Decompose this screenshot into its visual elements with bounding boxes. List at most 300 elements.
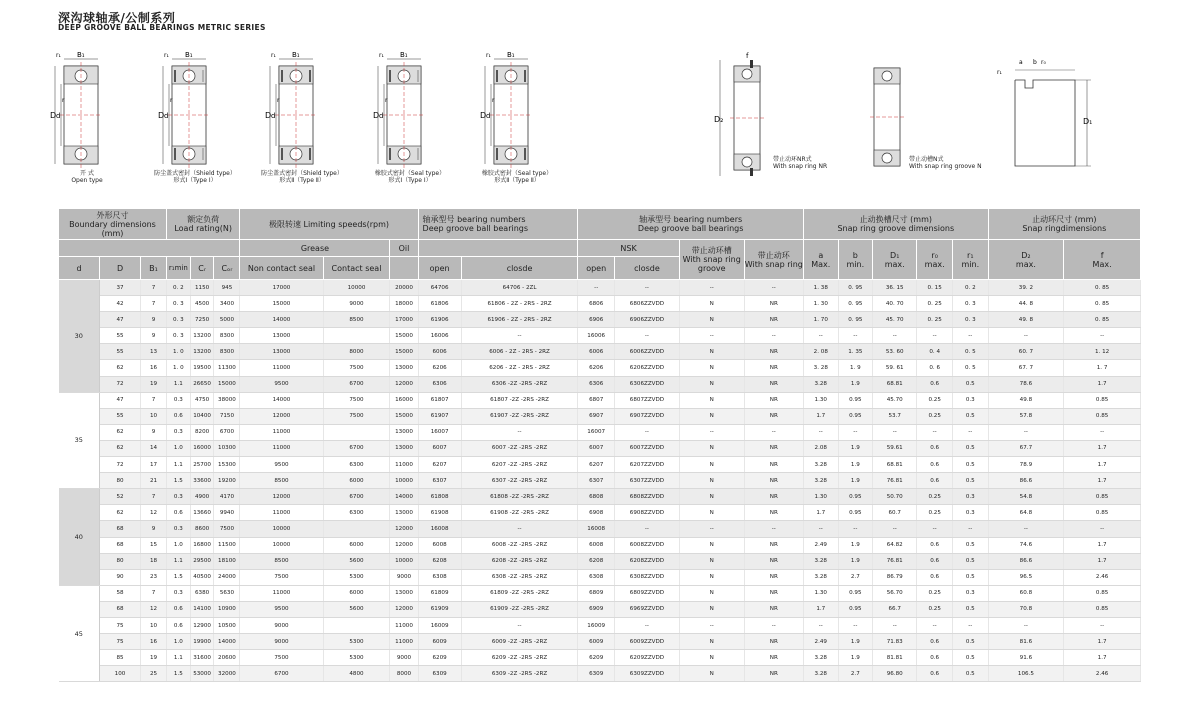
table-cell: 0.5 bbox=[952, 650, 988, 666]
table-cell: 2. 08 bbox=[804, 344, 839, 360]
table-cell: 8300 bbox=[214, 344, 240, 360]
table-cell: 62 bbox=[100, 424, 141, 440]
table-cell: 0. 3 bbox=[166, 312, 190, 328]
table-cell: 1.0 bbox=[166, 634, 190, 650]
bearing-section-drawing bbox=[480, 50, 560, 180]
table-cell: 6308ZZVDD bbox=[615, 569, 680, 585]
table-cell: 16800 bbox=[190, 537, 214, 553]
table-cell: 10 bbox=[141, 617, 167, 633]
table-cell: 0.5 bbox=[952, 601, 988, 617]
table-cell: 67. 7 bbox=[988, 360, 1064, 376]
table-cell: -- bbox=[804, 521, 839, 537]
label-r: r bbox=[277, 97, 280, 104]
table-cell: 5300 bbox=[323, 634, 390, 650]
table-cell: 6906 bbox=[578, 312, 615, 328]
table-cell: 1.1 bbox=[166, 553, 190, 569]
col-open-header: open bbox=[418, 257, 461, 280]
table-row bbox=[59, 569, 1141, 585]
table-cell: 14000 bbox=[240, 392, 323, 408]
table-cell: 6307 bbox=[418, 473, 461, 489]
table-cell: 16 bbox=[141, 634, 167, 650]
table-cell: 32000 bbox=[214, 666, 240, 682]
table-cell: NR bbox=[744, 585, 803, 601]
table-cell: 71.83 bbox=[873, 634, 917, 650]
table-cell: 64.8 bbox=[988, 505, 1064, 521]
col-Cr-header: Cᵣ bbox=[190, 257, 214, 280]
bore-d-cell: 40 bbox=[59, 489, 100, 586]
table-cell: 0.3 bbox=[952, 392, 988, 408]
table-cell: 3.28 bbox=[804, 569, 839, 585]
table-cell: 3400 bbox=[214, 296, 240, 312]
table-cell: 0.25 bbox=[917, 489, 953, 505]
table-cell: 0. 25 bbox=[917, 312, 953, 328]
table-cell: 0. 85 bbox=[1064, 312, 1141, 328]
bore-d-cell: 30 bbox=[59, 280, 100, 393]
label-r: r bbox=[492, 97, 495, 104]
table-cell: 0. 25 bbox=[917, 296, 953, 312]
table-cell: 6208 bbox=[418, 553, 461, 569]
table-cell: 68 bbox=[100, 521, 141, 537]
table-row bbox=[59, 585, 1141, 601]
table-cell: 6300 bbox=[323, 505, 390, 521]
table-cell: 55 bbox=[100, 408, 141, 424]
table-cell: 14 bbox=[141, 440, 167, 456]
table-cell: 6206 - 2Z - 2RS - 2RZ bbox=[461, 360, 578, 376]
table-cell: 9000 bbox=[323, 296, 390, 312]
table-cell: 8600 bbox=[190, 521, 214, 537]
table-cell: 0. 6 bbox=[917, 360, 953, 376]
table-cell: N bbox=[679, 296, 744, 312]
table-cell: 1. 7 bbox=[1064, 360, 1141, 376]
table-cell: 44. 8 bbox=[988, 296, 1064, 312]
table-cell: 10000 bbox=[240, 537, 323, 553]
table-cell: 16006 bbox=[578, 328, 615, 344]
table-cell: 1.7 bbox=[804, 505, 839, 521]
table-cell: 6207 -2Z -2RS -2RZ bbox=[461, 457, 578, 473]
table-row bbox=[59, 537, 1141, 553]
table-cell: 60.7 bbox=[873, 505, 917, 521]
label-D: D bbox=[265, 111, 272, 120]
snap-groove-col-header: 带止动环槽 With snap ring groove bbox=[679, 240, 744, 280]
table-cell: -- bbox=[952, 521, 988, 537]
label-r1: r₁ bbox=[486, 52, 491, 59]
table-cell: 0.6 bbox=[917, 457, 953, 473]
table-cell: 61909 bbox=[418, 601, 461, 617]
table-cell: -- bbox=[988, 521, 1064, 537]
bearing-spec-table bbox=[58, 208, 1141, 682]
table-cell: 68 bbox=[100, 601, 141, 617]
table-cell: 0.95 bbox=[838, 489, 873, 505]
table-cell: 0.5 bbox=[952, 569, 988, 585]
table-cell: 16006 bbox=[418, 328, 461, 344]
table-cell: 13000 bbox=[390, 424, 418, 440]
table-cell: 14000 bbox=[214, 634, 240, 650]
table-cell: 0. 3 bbox=[952, 312, 988, 328]
label-B1: B₁ bbox=[77, 51, 85, 59]
col-contact-header: Contact seal bbox=[323, 257, 390, 280]
table-cell: 12000 bbox=[390, 601, 418, 617]
table-cell: 2.49 bbox=[804, 634, 839, 650]
table-cell: 0. 3 bbox=[952, 296, 988, 312]
table-cell: -- bbox=[578, 280, 615, 296]
table-cell: 78.6 bbox=[988, 376, 1064, 392]
table-cell: 62 bbox=[100, 440, 141, 456]
table-cell: 2.7 bbox=[838, 569, 873, 585]
table-cell: 1.30 bbox=[804, 489, 839, 505]
table-cell: 6206ZZVDD bbox=[615, 360, 680, 376]
table-cell: 38000 bbox=[214, 392, 240, 408]
table-cell: 6309 bbox=[418, 666, 461, 682]
table-cell: 8500 bbox=[240, 473, 323, 489]
table-cell: 1. 35 bbox=[838, 344, 873, 360]
table-cell: 61806 - 2Z - 2RS - 2RZ bbox=[461, 296, 578, 312]
table-cell: 24000 bbox=[214, 569, 240, 585]
table-cell: 19200 bbox=[214, 473, 240, 489]
table-cell: 3.28 bbox=[804, 666, 839, 682]
table-cell: -- bbox=[804, 617, 839, 633]
table-cell: 2.08 bbox=[804, 440, 839, 456]
table-cell: 0.85 bbox=[1064, 392, 1141, 408]
table-cell: 15000 bbox=[240, 296, 323, 312]
table-cell: 91.6 bbox=[988, 650, 1064, 666]
table-cell: 13000 bbox=[390, 585, 418, 601]
table-cell: 6207ZZVDD bbox=[615, 457, 680, 473]
table-cell: 90 bbox=[100, 569, 141, 585]
table-cell: 0. 3 bbox=[166, 328, 190, 344]
table-cell: 57.8 bbox=[988, 408, 1064, 424]
table-cell: 6208 -2Z -2RS -2RZ bbox=[461, 553, 578, 569]
table-cell: 0. 15 bbox=[917, 280, 953, 296]
table-cell: 0.25 bbox=[917, 505, 953, 521]
table-row bbox=[59, 553, 1141, 569]
table-cell: -- bbox=[461, 521, 578, 537]
table-cell: 4500 bbox=[190, 296, 214, 312]
label-r1: r₁ bbox=[164, 52, 169, 59]
table-cell: 64706 - 2ZL bbox=[461, 280, 578, 296]
label-d: d bbox=[379, 112, 384, 120]
table-cell: 7 bbox=[141, 296, 167, 312]
table-cell: 106.5 bbox=[988, 666, 1064, 682]
table-cell: 58 bbox=[100, 585, 141, 601]
table-cell: N bbox=[679, 392, 744, 408]
table-cell: 7250 bbox=[190, 312, 214, 328]
table-cell: 0.85 bbox=[1064, 408, 1141, 424]
table-cell: 33600 bbox=[190, 473, 214, 489]
table-row bbox=[59, 601, 1141, 617]
table-cell: NR bbox=[744, 489, 803, 505]
table-cell: 68.81 bbox=[873, 457, 917, 473]
nsk-header: NSK bbox=[578, 240, 679, 257]
col-noncontact-header: Non contact seal bbox=[240, 257, 323, 280]
table-cell: 11000 bbox=[390, 617, 418, 633]
table-cell: -- bbox=[952, 424, 988, 440]
oil-header: Oil bbox=[390, 240, 418, 257]
table-cell: 0.25 bbox=[917, 408, 953, 424]
table-cell: 15000 bbox=[214, 376, 240, 392]
table-cell: 6207 bbox=[578, 457, 615, 473]
table-cell: 6806ZZVDD bbox=[615, 296, 680, 312]
diagram-caption: 橡胶式密封（Seal type） 形式Ⅱ（Type Ⅱ） bbox=[481, 170, 553, 184]
table-cell: 14000 bbox=[390, 489, 418, 505]
table-cell: 0.85 bbox=[1064, 489, 1141, 505]
col-Cor-header: Cₒᵣ bbox=[214, 257, 240, 280]
table-cell: 68.81 bbox=[873, 376, 917, 392]
table-cell: 1150 bbox=[190, 280, 214, 296]
table-cell: 37 bbox=[100, 280, 141, 296]
table-cell: 6308 -2Z -2RS -2RZ bbox=[461, 569, 578, 585]
table-row bbox=[59, 521, 1141, 537]
table-cell: 6009 -2Z -2RS -2RZ bbox=[461, 634, 578, 650]
table-cell: 1.5 bbox=[166, 569, 190, 585]
table-cell: 25 bbox=[141, 666, 167, 682]
table-cell: 61907 bbox=[418, 408, 461, 424]
table-cell: NR bbox=[744, 344, 803, 360]
table-cell: NR bbox=[744, 505, 803, 521]
label-d: d bbox=[56, 112, 61, 120]
table-cell: -- bbox=[461, 617, 578, 633]
table-cell: N bbox=[679, 666, 744, 682]
table-cell: 0.6 bbox=[166, 617, 190, 633]
table-cell: NR bbox=[744, 537, 803, 553]
diagram-caption: 防尘盖式密封（Shield type） 形式Ⅰ（Type Ⅰ） bbox=[154, 170, 236, 184]
table-cell: 1.0 bbox=[166, 440, 190, 456]
table-cell: 14100 bbox=[190, 601, 214, 617]
table-cell: 1.9 bbox=[838, 376, 873, 392]
label-r: r bbox=[62, 97, 65, 104]
table-cell: 40500 bbox=[190, 569, 214, 585]
table-cell: 61907 -2Z -2RS -2RZ bbox=[461, 408, 578, 424]
table-row bbox=[59, 376, 1141, 392]
table-cell: 1. 0 bbox=[166, 360, 190, 376]
table-cell: 7150 bbox=[214, 408, 240, 424]
table-cell: 5000 bbox=[214, 312, 240, 328]
table-cell: -- bbox=[952, 328, 988, 344]
table-cell: 0.3 bbox=[952, 505, 988, 521]
table-cell: 0.95 bbox=[838, 392, 873, 408]
table-cell: 6008 bbox=[578, 537, 615, 553]
grease-header: Grease bbox=[240, 240, 390, 257]
table-cell: 0. 2 bbox=[166, 280, 190, 296]
table-cell: 6209ZZVDD bbox=[615, 650, 680, 666]
table-cell: 14000 bbox=[240, 312, 323, 328]
table-cell: -- bbox=[615, 617, 680, 633]
table-cell: 10000 bbox=[390, 553, 418, 569]
table-cell: 75 bbox=[100, 617, 141, 633]
table-row bbox=[59, 666, 1141, 682]
table-cell: 8200 bbox=[190, 424, 214, 440]
table-cell: -- bbox=[1064, 424, 1141, 440]
table-cell: 74.6 bbox=[988, 537, 1064, 553]
table-cell: 1.5 bbox=[166, 473, 190, 489]
table-row bbox=[59, 473, 1141, 489]
table-cell: 1.7 bbox=[1064, 634, 1141, 650]
table-cell: 50.70 bbox=[873, 489, 917, 505]
table-cell: NR bbox=[744, 312, 803, 328]
table-cell: 6006 - 2Z - 2RS - 2RZ bbox=[461, 344, 578, 360]
table-row bbox=[59, 489, 1141, 505]
table-cell: 0.95 bbox=[838, 585, 873, 601]
label-B1: B₁ bbox=[400, 51, 408, 59]
table-cell: 1.7 bbox=[1064, 650, 1141, 666]
table-cell: N bbox=[679, 505, 744, 521]
table-cell: 7500 bbox=[323, 392, 390, 408]
table-cell: 6908ZZVDD bbox=[615, 505, 680, 521]
table-cell: 0.25 bbox=[917, 601, 953, 617]
table-cell: 9 bbox=[141, 312, 167, 328]
table-cell: N bbox=[679, 585, 744, 601]
table-cell: 6907 bbox=[578, 408, 615, 424]
table-cell: 6008 bbox=[418, 537, 461, 553]
table-cell: 6809 bbox=[578, 585, 615, 601]
col-D-header: D bbox=[100, 257, 141, 280]
table-cell: -- bbox=[873, 521, 917, 537]
table-cell: 4800 bbox=[323, 666, 390, 682]
table-cell: 0.6 bbox=[917, 634, 953, 650]
table-cell: 0.25 bbox=[917, 392, 953, 408]
table-row bbox=[59, 280, 1141, 296]
table-cell: 45.70 bbox=[873, 392, 917, 408]
table-cell: 72 bbox=[100, 376, 141, 392]
table-cell: 0.6 bbox=[166, 408, 190, 424]
label-d: d bbox=[271, 112, 276, 120]
table-cell: 15000 bbox=[390, 408, 418, 424]
diagram-caption: 橡胶式密封（Seal type） 形式Ⅰ（Type Ⅰ） bbox=[374, 170, 446, 184]
table-cell: 12000 bbox=[390, 376, 418, 392]
table-cell: -- bbox=[744, 424, 803, 440]
table-cell: NR bbox=[744, 360, 803, 376]
bore-group-30 bbox=[59, 280, 1141, 393]
table-cell: -- bbox=[988, 328, 1064, 344]
table-cell: 3.28 bbox=[804, 376, 839, 392]
table-cell: 1.9 bbox=[838, 537, 873, 553]
table-cell: -- bbox=[615, 521, 680, 537]
table-cell: 61808 bbox=[418, 489, 461, 505]
table-cell: 1.30 bbox=[804, 585, 839, 601]
table-cell: 17000 bbox=[240, 280, 323, 296]
table-cell: 1.0 bbox=[166, 537, 190, 553]
table-cell: 3.28 bbox=[804, 457, 839, 473]
table-cell: 61908 bbox=[418, 505, 461, 521]
table-cell: 0. 85 bbox=[1064, 280, 1141, 296]
table-cell: 9500 bbox=[240, 376, 323, 392]
table-cell: 1.5 bbox=[166, 666, 190, 682]
table-cell: 64.82 bbox=[873, 537, 917, 553]
table-cell: 61809 -2Z -2RS -2RZ bbox=[461, 585, 578, 601]
label-r1: r₁ bbox=[271, 52, 276, 59]
table-cell: 6207 bbox=[418, 457, 461, 473]
table-cell: 16000 bbox=[390, 392, 418, 408]
table-cell: 5300 bbox=[323, 650, 390, 666]
table-cell: 15000 bbox=[390, 328, 418, 344]
table-cell: 6306 -2Z -2RS -2RZ bbox=[461, 376, 578, 392]
table-cell: 96.80 bbox=[873, 666, 917, 682]
table-cell: 9 bbox=[141, 424, 167, 440]
table-cell: 7500 bbox=[240, 569, 323, 585]
table-cell: 18000 bbox=[390, 296, 418, 312]
table-cell: 61906 bbox=[418, 312, 461, 328]
table-cell: -- bbox=[804, 424, 839, 440]
table-cell: -- bbox=[615, 328, 680, 344]
table-cell: 13000 bbox=[390, 360, 418, 376]
label-r1: r₁ bbox=[56, 52, 61, 59]
table-cell: 1. 38 bbox=[804, 280, 839, 296]
table-cell: 6808ZZVDD bbox=[615, 489, 680, 505]
table-cell: 18100 bbox=[214, 553, 240, 569]
table-cell: NR bbox=[744, 457, 803, 473]
table-cell: 78.9 bbox=[988, 457, 1064, 473]
table-cell: 62 bbox=[100, 360, 141, 376]
table-cell: 13 bbox=[141, 344, 167, 360]
bearing-section-drawing bbox=[373, 50, 453, 180]
table-row bbox=[59, 440, 1141, 456]
table-cell: N bbox=[679, 634, 744, 650]
table-cell: 25700 bbox=[190, 457, 214, 473]
table-cell: 12900 bbox=[190, 617, 214, 633]
table-cell: 23 bbox=[141, 569, 167, 585]
table-cell: 12000 bbox=[240, 408, 323, 424]
table-cell: 7500 bbox=[240, 650, 323, 666]
table-cell: 6007ZZVDD bbox=[615, 440, 680, 456]
table-cell: 5300 bbox=[323, 569, 390, 585]
table-cell: N bbox=[679, 537, 744, 553]
table-cell: NR bbox=[744, 473, 803, 489]
table-cell: N bbox=[679, 650, 744, 666]
table-cell: 86.79 bbox=[873, 569, 917, 585]
table-cell: 1.7 bbox=[1064, 440, 1141, 456]
table-cell: 6308 bbox=[578, 569, 615, 585]
table-cell: 9000 bbox=[240, 617, 323, 633]
table-cell: 6969ZZVDD bbox=[615, 601, 680, 617]
table-cell: 13000 bbox=[390, 505, 418, 521]
table-cell: 0.6 bbox=[917, 553, 953, 569]
table-cell: 21 bbox=[141, 473, 167, 489]
table-cell: 4750 bbox=[190, 392, 214, 408]
table-cell: 6307 bbox=[578, 473, 615, 489]
table-cell: N bbox=[679, 489, 744, 505]
table-cell: -- bbox=[615, 280, 680, 296]
table-cell: NR bbox=[744, 440, 803, 456]
table-cell: 6208ZZVDD bbox=[615, 553, 680, 569]
table-cell: 6306 bbox=[578, 376, 615, 392]
table-cell: 0.6 bbox=[917, 376, 953, 392]
table-cell: 0.85 bbox=[1064, 601, 1141, 617]
table-cell: 6308 bbox=[418, 569, 461, 585]
table-cell: 13200 bbox=[190, 344, 214, 360]
table-cell: 0.5 bbox=[952, 473, 988, 489]
table-cell: 5600 bbox=[323, 553, 390, 569]
table-cell: 16008 bbox=[418, 521, 461, 537]
table-cell: 6307 -2Z -2RS -2RZ bbox=[461, 473, 578, 489]
table-cell: 47 bbox=[100, 312, 141, 328]
table-cell: -- bbox=[988, 424, 1064, 440]
table-cell: 11000 bbox=[240, 505, 323, 521]
table-cell: 42 bbox=[100, 296, 141, 312]
table-row bbox=[59, 424, 1141, 440]
table-cell: 1.9 bbox=[838, 650, 873, 666]
table-cell: 81.81 bbox=[873, 650, 917, 666]
table-cell: 61906 - 2Z - 2RS - 2RZ bbox=[461, 312, 578, 328]
table-cell: 45. 70 bbox=[873, 312, 917, 328]
table-cell: 13660 bbox=[190, 505, 214, 521]
table-cell: 86.6 bbox=[988, 473, 1064, 489]
table-cell: 6209 bbox=[418, 650, 461, 666]
bearing-numbers-header: 轴承型号 bearing numbers Deep groove ball bearings bbox=[418, 209, 578, 240]
table-cell: 10300 bbox=[214, 440, 240, 456]
table-cell: 6907ZZVDD bbox=[615, 408, 680, 424]
table-cell: 0.5 bbox=[952, 408, 988, 424]
table-cell: 0.25 bbox=[917, 585, 953, 601]
table-cell: 0.85 bbox=[1064, 505, 1141, 521]
